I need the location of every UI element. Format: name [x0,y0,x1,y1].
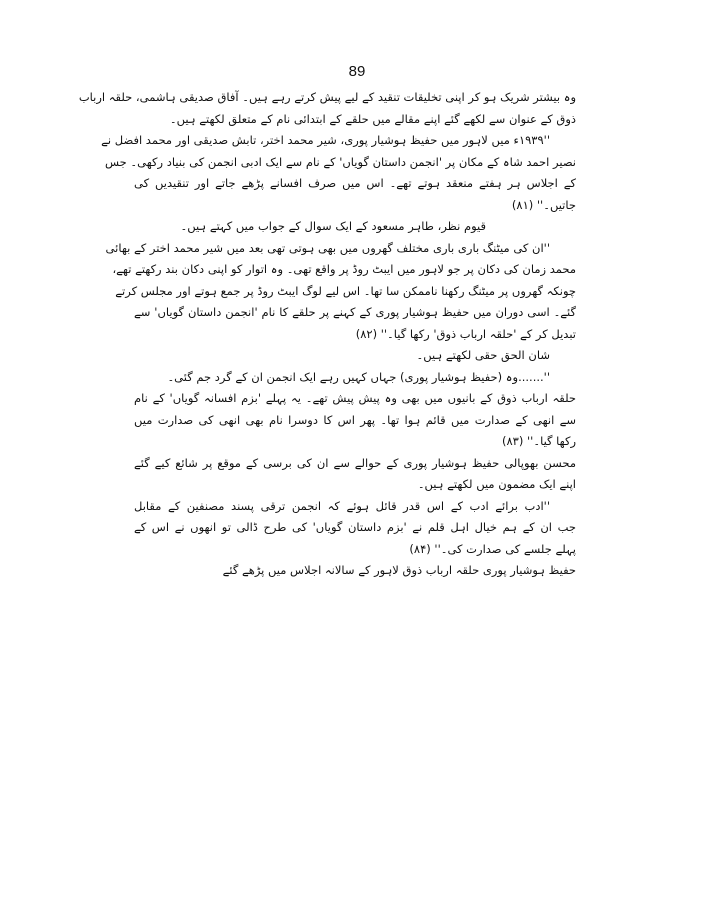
text-line: ذوق کے عنوان سے لکھے گئے اپنے مقالے میں حلقے کے ابتدائی نام کے متعلق لکھتے ہیں۔ [169,111,576,126]
text-line: قیوم نظر، طاہر مسعود کے ایک سوال کے جواب میں کہتے ہیں۔ [180,219,486,233]
quote-line: چونکہ گھروں پر میٹنگ رکھنا ناممکن سا تھا۔ اس لیے لوگ ایبٹ روڈ پر جمع ہوتے اور مجلس کرتے [115,283,576,298]
quote-line: ''۱۹۳۹ء میں لاہور میں حفیظ ہوشیار پوری، شیر محمد اختر، تابش صدیقی اور محمد افضل نے [101,133,550,147]
quote-line: رکھا گیا۔'' (۸۳) [502,434,576,448]
quote-line: ''ان کی میٹنگ باری باری مختلف گھروں میں بھی ہوتی تھی بعد میں شیر محمد اختر کے بھائی [105,240,550,255]
text-line: وہ بیشتر شریک ہو کر اپنی تخلیقات تنقید کے لیے پیش کرتے رہے ہیں۔ آفاق صدیقی ہاشمی، حلقہ ارباب [78,90,576,104]
quote-line: تبدیل کر کے 'حلقہ ارباب ذوق' رکھا گیا۔'' (۸۲) [355,326,576,341]
text-line: حفیظ ہوشیار پوری حلقہ ارباب ذوق لاہور کے سالانہ اجلاس میں پڑھے گئے [222,563,576,577]
quote-line: جاتیں۔'' (۸۱) [511,197,576,212]
text-line: شان الحق حقی لکھتے ہیں۔ [416,348,550,362]
quote-line: ''.......وہ (حفیظ ہوشیار پوری) جہاں کہیں رہے ایک انجمن ان کے گرد جم گئی۔ [167,369,550,384]
quote-line: جب ان کے ہم خیال اہل قلم نے 'بزم داستان گویاں' کی طرح ڈالی تو انھوں نے اس کے [134,520,576,534]
quote-line: سے انھی کے صدارت میں قائم ہوا تھا۔ پھر اس کا دوسرا نام بھی انھی کی صدارت میں [134,412,576,427]
quote-line: محمد زمان کی دکان پر جو لاہور میں ایبٹ روڈ پر واقع تھی۔ وہ اتوار کو اپنی دکان بند رکھتے تھے، [112,262,576,276]
quote-line: نصیر احمد شاہ کے مکان پر 'انجمن داستان گویاں' کے نام سے ایک ادبی انجمن کی بنیاد رکھی۔ جس [104,154,576,169]
quote-line: پہلے جلسے کی صدارت کی۔'' (۸۴) [409,541,576,556]
quote-line: گئے۔ اسی دوران میں حفیظ ہوشیار پوری کے کہنے پر حلقے کا نام 'انجمن داستان گویاں' سے [134,305,576,319]
quote-line: ''ادب برائے ادب کے اس قدر قائل ہوئے کہ انجمن ترقی پسند مصنفین کے مقابل [134,498,550,513]
quote-line: حلقہ ارباب ذوق کے بانیوں میں بھی وہ پیش پیش تھے۔ یہ پہلے 'بزم افسانہ گویاں' کے نام [134,391,576,405]
body-text [78,87,576,582]
page-number: 89 [348,63,366,80]
text-line: محسن بھوپالی حفیظ ہوشیار پوری کے حوالے سے ان کی برسی کے موقع پر شائع کیے گئے [134,455,576,470]
text-line: اپنے ایک مضمون میں لکھتے ہیں۔ [417,477,576,491]
quote-line: کے اجلاس ہر ہفتے منعقد ہوتے تھے۔ اس میں صرف افسانے پڑھے جاتے اور تنقیدیں کی [134,176,576,190]
